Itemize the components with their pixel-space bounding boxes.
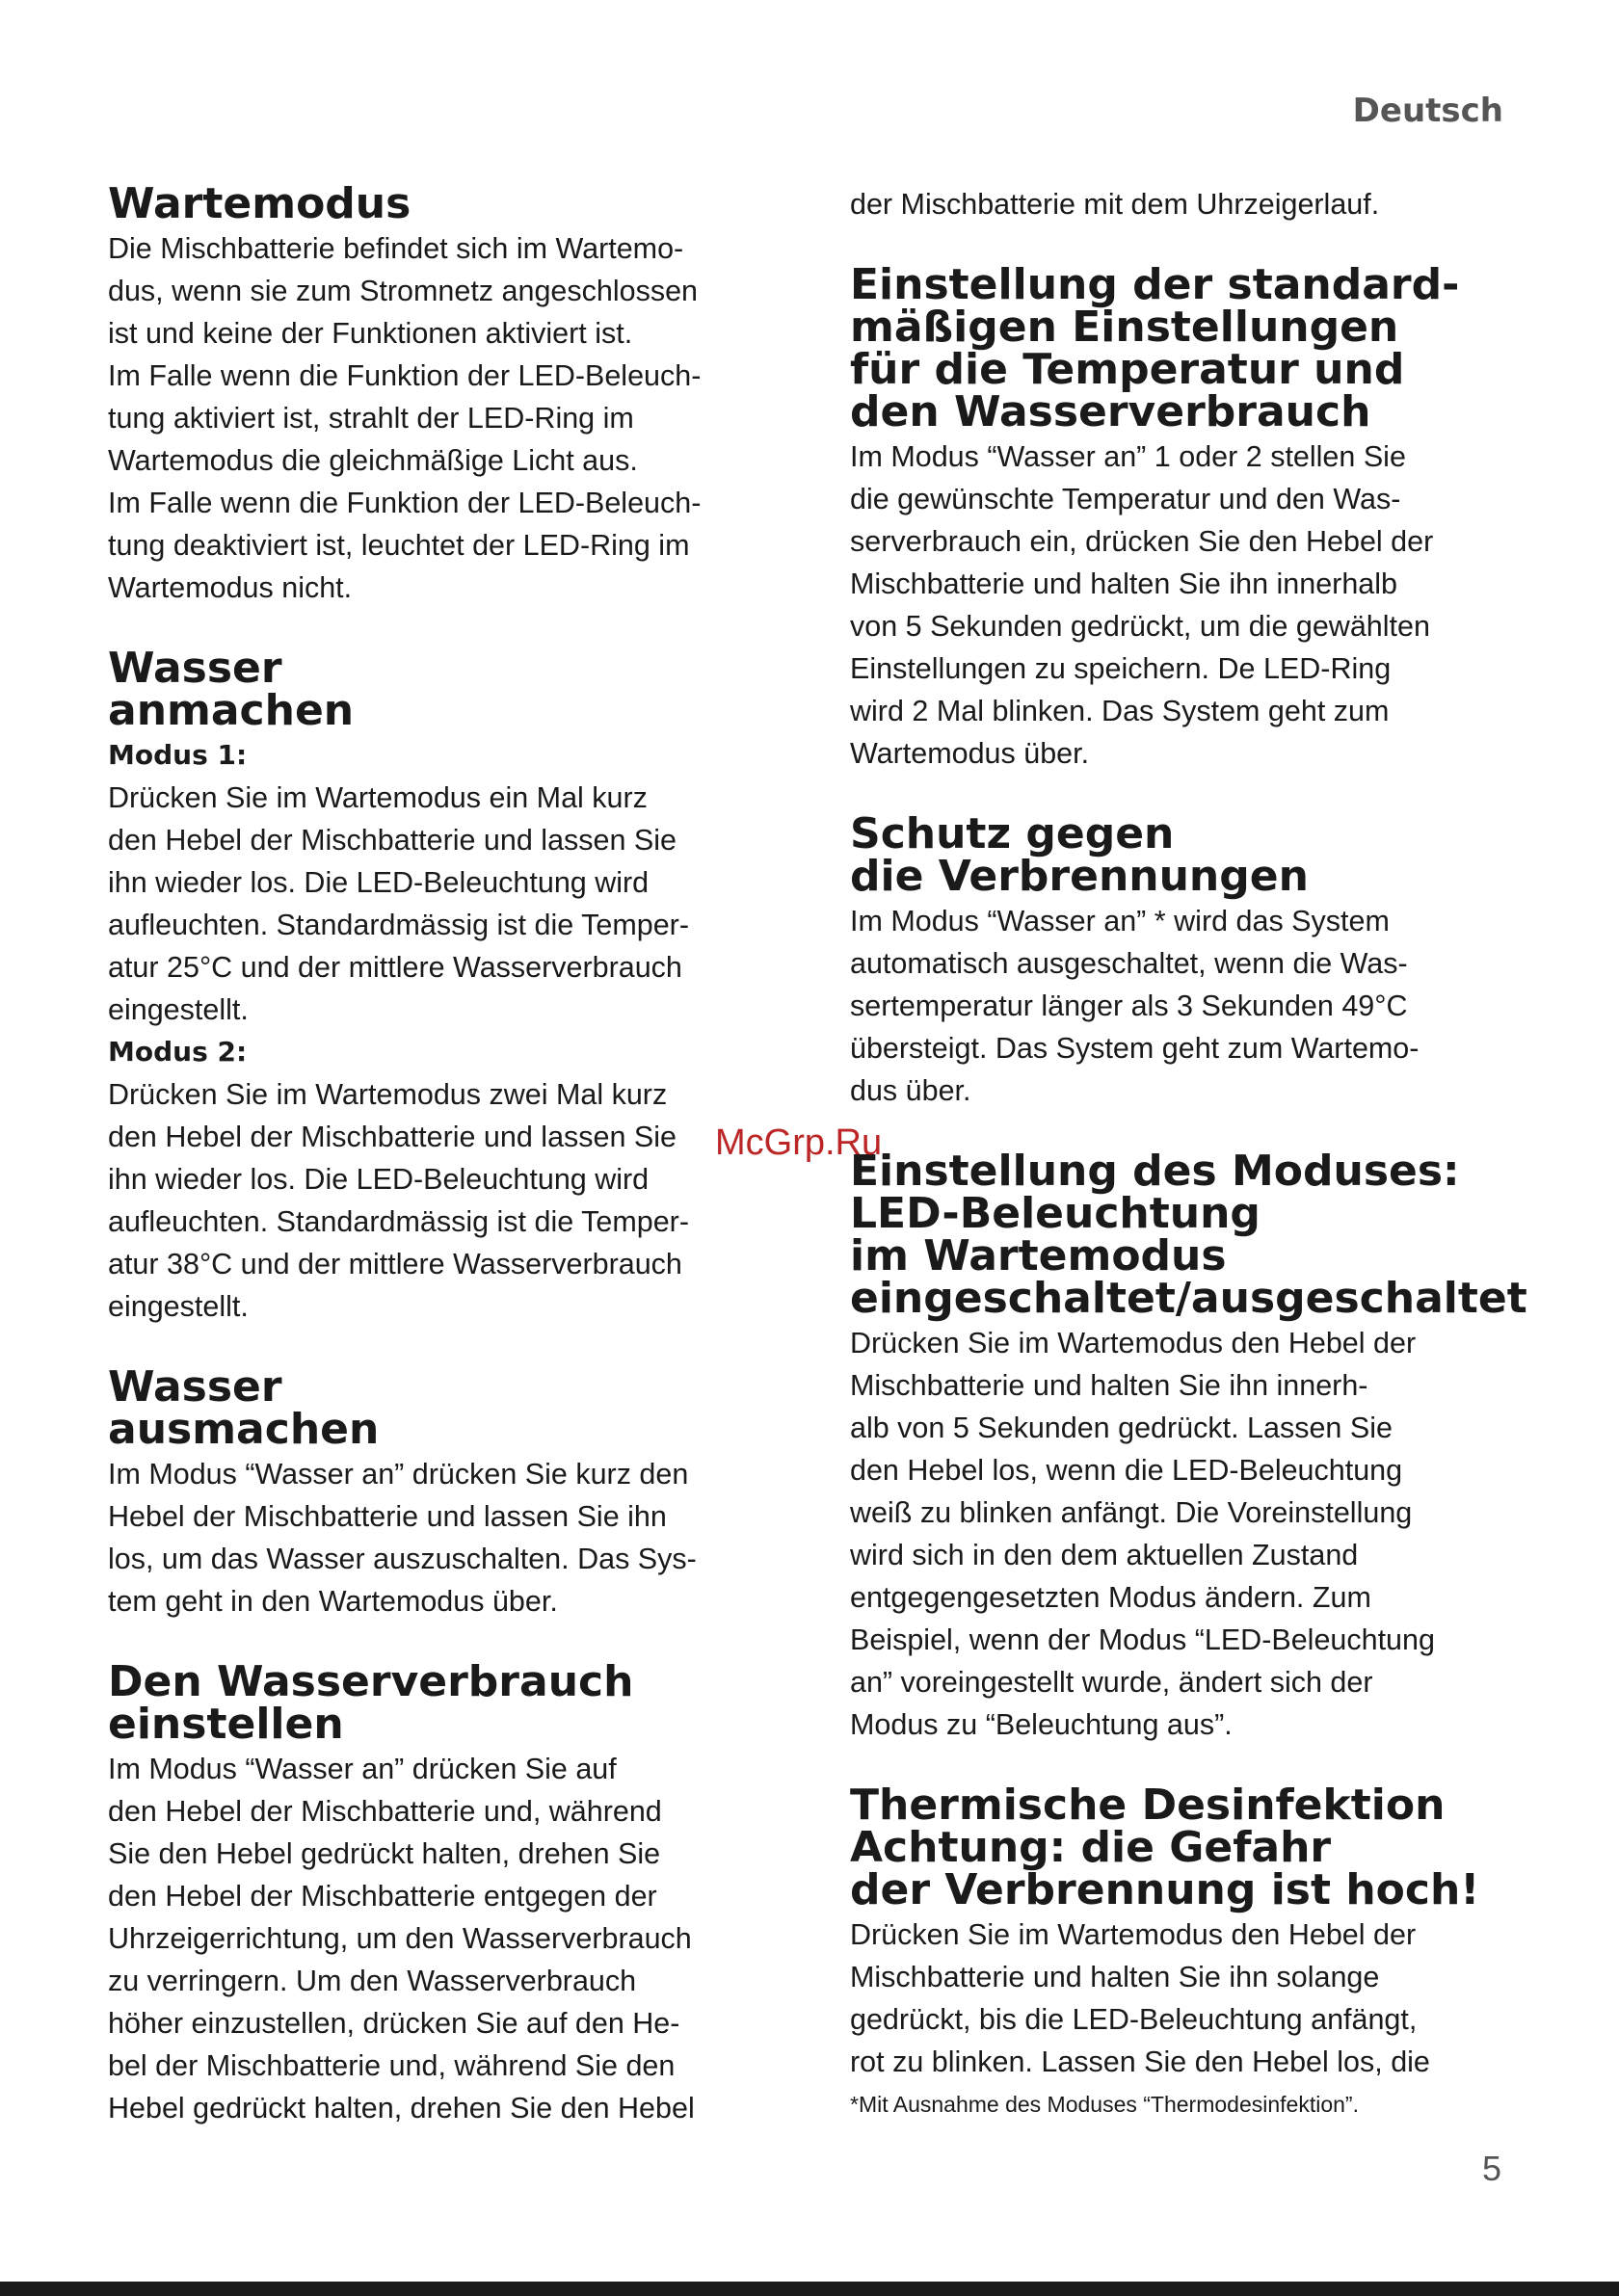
text-line: weiß zu blinken anfängt. Die Voreinstellung: [850, 1496, 1413, 1529]
text-line: Drücken Sie im Wartemodus den Hebel der: [850, 1918, 1417, 1951]
paragraph-wasser-ausmachen: [108, 1453, 783, 1623]
heading-line: mäßigen Einstellungen: [850, 303, 1399, 352]
text-line: den Hebel der Mischbatterie und lassen Sie: [108, 824, 677, 857]
mode-1-label: Modus 1:: [108, 739, 248, 771]
text-line: Im Falle wenn die Funktion der LED-Beleuch-: [108, 487, 702, 519]
text-line: sertemperatur länger als 3 Sekunden 49°C: [850, 990, 1408, 1022]
text-line: Mischbatterie und halten Sie ihn solange: [850, 1961, 1380, 1993]
heading-line: Einstellung des Moduses:: [850, 1147, 1460, 1196]
text-line: gedrückt, bis die LED-Beleuchtung anfängt,: [850, 2003, 1418, 2036]
heading-line: Den Wasserverbrauch: [108, 1657, 634, 1706]
paragraph-continuation: [850, 183, 1515, 225]
paragraph-standard-einstellungen: [850, 435, 1515, 775]
heading-wasser-anmachen: [108, 644, 783, 735]
heading-schutz: [850, 809, 1515, 901]
text-line: Die Mischbatterie befindet sich im Wartemo-: [108, 232, 684, 265]
heading-wartemodus: [108, 179, 783, 228]
text-line: tung deaktiviert ist, leuchtet der LED-Ring im: [108, 529, 690, 562]
heading-thermische-desinfektion: [850, 1781, 1515, 1914]
paragraph-wasserverbrauch: [108, 1748, 783, 2129]
text-line: höher einzustellen, drücken Sie auf den He-: [108, 2007, 680, 2040]
text-line: bel der Mischbatterie und, während Sie den: [108, 2049, 676, 2082]
heading-wasser-ausmachen: [108, 1362, 783, 1454]
paragraph-mode-1: [108, 777, 783, 1031]
text-line: Im Modus “Wasser an” drücken Sie kurz den: [108, 1458, 689, 1491]
section-wasser-anmachen: [108, 644, 783, 1328]
text-line: dus über.: [850, 1074, 971, 1107]
text-line: Drücken Sie im Wartemodus den Hebel der: [850, 1327, 1417, 1359]
text-line: alb von 5 Sekunden gedrückt. Lassen Sie: [850, 1412, 1393, 1444]
text-line: tung aktiviert ist, strahlt der LED-Ring im: [108, 402, 634, 435]
text-line: ihn wieder los. Die LED-Beleuchtung wird: [108, 866, 650, 899]
text-line: Wartemodus über.: [850, 737, 1090, 770]
text-line: Mischbatterie und halten Sie ihn innerh-: [850, 1369, 1368, 1402]
text-line: Hebel der Mischbatterie und lassen Sie ihn: [108, 1500, 667, 1533]
heading-line: die Verbrennungen: [850, 852, 1309, 901]
heading-line: Einstellung der standard-: [850, 260, 1460, 309]
text-line: Sie den Hebel gedrückt halten, drehen Sie: [108, 1837, 661, 1870]
text-line: Im Falle wenn die Funktion der LED-Beleuch-: [108, 359, 702, 392]
text-line: los, um das Wasser auszuschalten. Das Sys-: [108, 1543, 697, 1575]
heading-line: für die Temperatur und: [850, 345, 1405, 394]
text-line: von 5 Sekunden gedrückt, um die gewählten: [850, 610, 1430, 643]
text-line: der Mischbatterie mit dem Uhrzeigerlauf.: [850, 188, 1380, 221]
text-line: entgegengesetzten Modus ändern. Zum: [850, 1581, 1371, 1614]
text-line: wird sich in den dem aktuellen Zustand: [850, 1539, 1359, 1571]
bottom-rule: [0, 2282, 1619, 2296]
heading-led-modus: [850, 1147, 1527, 1323]
text-line: den Hebel der Mischbatterie und lassen Sie: [108, 1121, 677, 1153]
heading-line: Achtung: die Gefahr: [850, 1823, 1332, 1872]
section-wartemodus: [108, 179, 783, 609]
text-line: Mischbatterie und halten Sie ihn innerhalb: [850, 567, 1398, 600]
heading-line: Wasser: [108, 644, 282, 693]
text-line: Modus zu “Beleuchtung aus”.: [850, 1708, 1233, 1741]
section-led-modus: [850, 1147, 1527, 1746]
text-line: dus, wenn sie zum Stromnetz angeschlossen: [108, 275, 699, 307]
paragraph-thermische-desinfektion: [850, 1913, 1515, 2083]
text-line: Uhrzeigerrichtung, um den Wasserverbrauch: [108, 1922, 692, 1955]
footnote: *Mit Ausnahme des Moduses “Thermodesinfektion”.: [850, 2092, 1359, 2117]
text-line: atur 25°C und der mittlere Wasserverbrauch: [108, 951, 682, 984]
text-line: den Hebel der Mischbatterie entgegen der: [108, 1880, 657, 1913]
text-line: Drücken Sie im Wartemodus zwei Mal kurz: [108, 1078, 668, 1111]
heading-line: Wasser: [108, 1362, 282, 1412]
text-line: serverbrauch ein, drücken Sie den Hebel der: [850, 525, 1434, 558]
heading-wasserverbrauch: [108, 1657, 783, 1749]
heading-line: eingeschaltet/ausgeschaltet: [850, 1274, 1527, 1323]
paragraph-mode-2: [108, 1073, 783, 1328]
text-line: aufleuchten. Standardmässig ist die Temper-: [108, 1205, 689, 1238]
paragraph-led-modus: [850, 1322, 1515, 1746]
text-line: den Hebel los, wenn die LED-Beleuchtung: [850, 1454, 1403, 1487]
text-line: Wartemodus die gleichmäßige Licht aus.: [108, 444, 638, 477]
heading-line: anmachen: [108, 686, 355, 735]
heading-line: der Verbrennung ist hoch!: [850, 1865, 1480, 1914]
right-column: [850, 183, 1527, 2124]
paragraph-wartemodus: [108, 227, 783, 609]
heading-line: im Wartemodus: [850, 1231, 1227, 1280]
header-language: Deutsch: [1352, 92, 1503, 130]
text-line: eingestellt.: [108, 1290, 249, 1323]
text-line: wird 2 Mal blinken. Das System geht zum: [850, 695, 1390, 727]
text-line: die gewünschte Temperatur und den Was-: [850, 483, 1401, 515]
text-line: Drücken Sie im Wartemodus ein Mal kurz: [108, 781, 648, 814]
paragraph-schutz: [850, 900, 1515, 1112]
text-line: den Hebel der Mischbatterie und, während: [108, 1795, 662, 1828]
text-line: tem geht in den Wartemodus über.: [108, 1585, 558, 1618]
text-line: Beispiel, wenn der Modus “LED-Beleuchtung: [850, 1623, 1435, 1656]
left-column: [108, 179, 783, 2129]
section-thermische-desinfektion: [850, 1781, 1515, 2124]
section-schutz: [850, 809, 1515, 1112]
text-line: Wartemodus nicht.: [108, 571, 353, 604]
heading-line: Wartemodus: [108, 179, 411, 228]
heading-line: einstellen: [108, 1700, 344, 1749]
mode-2-label: Modus 2:: [108, 1036, 248, 1068]
section-wasser-ausmachen: [108, 1362, 783, 1623]
page-number: 5: [1481, 2149, 1501, 2188]
text-line: automatisch ausgeschaltet, wenn die Was-: [850, 947, 1408, 980]
text-line: aufleuchten. Standardmässig ist die Temper-: [108, 909, 689, 941]
text-line: Einstellungen zu speichern. De LED-Ring: [850, 652, 1392, 685]
text-line: Im Modus “Wasser an” drücken Sie auf: [108, 1753, 617, 1785]
watermark: McGrp.Ru: [715, 1122, 883, 1163]
heading-line: LED-Beleuchtung: [850, 1189, 1261, 1238]
text-line: Im Modus “Wasser an” 1 oder 2 stellen Sie: [850, 440, 1406, 473]
text-line: rot zu blinken. Lassen Sie den Hebel los, die: [850, 2045, 1430, 2078]
text-line: zu verringern. Um den Wasserverbrauch: [108, 1965, 637, 1997]
heading-line: Thermische Desinfektion: [850, 1781, 1446, 1830]
heading-line: Schutz gegen: [850, 809, 1175, 858]
text-line: ist und keine der Funktionen aktiviert ist.: [108, 317, 633, 350]
text-line: ihn wieder los. Die LED-Beleuchtung wird: [108, 1163, 650, 1196]
text-line: atur 38°C und der mittlere Wasserverbrauch: [108, 1248, 682, 1280]
text-line: Im Modus “Wasser an” * wird das System: [850, 905, 1390, 937]
heading-line: ausmachen: [108, 1405, 380, 1454]
heading-standard-einstellungen: [850, 260, 1515, 436]
text-line: an” voreingestellt wurde, ändert sich der: [850, 1666, 1373, 1699]
section-wasserverbrauch: [108, 1657, 783, 2129]
section-standard-einstellungen: [850, 260, 1515, 775]
text-line: eingestellt.: [108, 993, 249, 1026]
heading-line: den Wasserverbrauch: [850, 387, 1371, 436]
text-line: Hebel gedrückt halten, drehen Sie den Hebel: [108, 2092, 695, 2124]
text-line: übersteigt. Das System geht zum Wartemo-: [850, 1032, 1420, 1065]
